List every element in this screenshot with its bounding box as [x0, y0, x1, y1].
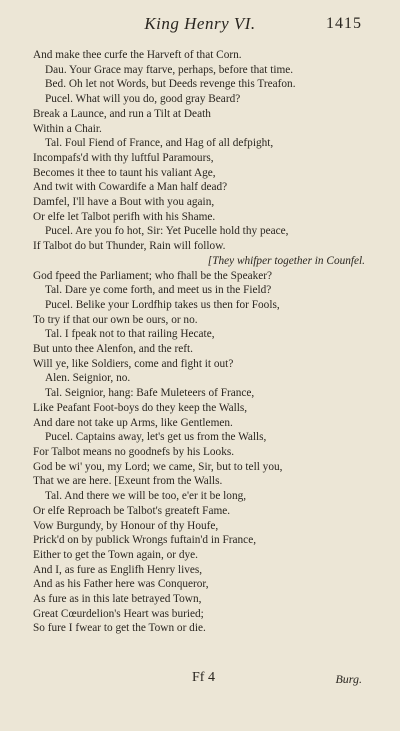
text-line: Incompafs'd with thy luftful Paramours, [33, 151, 214, 164]
text-line: Vow Burgundy, by Honour of thy Houfe, [33, 519, 219, 532]
text-line: To try if that our own be ours, or no. [33, 313, 198, 326]
text-line: Tal. And there we will be too, e'er it be long, [45, 490, 247, 503]
text-line: Tal. Dare ye come forth, and meet us in the Field? [45, 284, 272, 297]
page-header [0, 14, 400, 36]
running-title: King Henry VI. [144, 14, 256, 33]
text-line: Becomes it thee to taunt his valiant Age, [33, 166, 216, 179]
text-line: If Talbot do but Thunder, Rain will follow. [33, 240, 226, 253]
text-line: Like Peafant Foot-boys do they keep the Walls, [33, 401, 248, 414]
text-line: So fure I fwear to get the Town or die. [33, 622, 206, 635]
catchword: Burg. [335, 672, 362, 686]
text-line: That we are here. [Exeunt from the Walls. [33, 475, 223, 488]
stage-direction: [They whifper together in Counfel. [207, 254, 365, 267]
text-line: Alen. Seignior, no. [45, 372, 131, 385]
page-footer [0, 670, 400, 690]
text-line: Either to get the Town again, or dye. [33, 548, 198, 561]
text-line: God be wi' you, my Lord; we came, Sir, but to tell you, [33, 460, 283, 473]
text-line: Pucel. Belike your Lordfhip takes us then for Fools, [45, 298, 280, 311]
text-line: Within a Chair. [33, 122, 102, 135]
text-line: For Talbot means no goodnefs by his Looks. [33, 445, 235, 458]
text-line: Prick'd on by publick Wrongs fuftain'd in France, [33, 534, 257, 547]
text-line: And as his Father here was Conqueror, [33, 578, 209, 591]
text-line: Break a Launce, and run a Tilt at Death [33, 107, 211, 120]
signature-mark: Ff 4 [192, 670, 215, 685]
text-line: As fure as in this late betrayed Town, [33, 593, 202, 606]
text-line: Will ye, like Soldiers, come and fight it out? [33, 357, 234, 370]
text-line: Or elfe let Talbot perifh with his Shame. [33, 210, 216, 223]
text-line: Tal. Foul Fiend of France, and Hag of all defpight, [45, 137, 274, 150]
text-line: Dau. Your Grace may ftarve, perhaps, before that time. [45, 63, 294, 76]
text-line: And twit with Cowardife a Man half dead? [33, 181, 228, 194]
text-line: Bed. Oh let not Words, but Deeds revenge this Treafon. [45, 78, 296, 91]
text-line: Pucel. Are you fo hot, Sir: Yet Pucelle hold thy peace, [45, 225, 289, 238]
text-line: Pucel. Captains away, let's get us from the Walls, [45, 431, 267, 444]
text-line: And make thee curfe the Harveft of that Corn. [33, 49, 242, 61]
text-line: But unto thee Alenfon, and the reft. [33, 343, 193, 356]
text-line: Damfel, I'll have a Bout with you again, [33, 196, 215, 209]
page-number: 1415 [326, 15, 362, 32]
text-line: God fpeed the Parliament; who fhall be the Speaker? [33, 269, 273, 282]
text-line: Great Cœurdelion's Heart was buried; [33, 607, 204, 620]
text-line: And I, as fure as Englifh Henry lives, [33, 563, 203, 576]
text-line: Tal. I fpeak not to that railing Hecate, [45, 328, 215, 341]
text-line: And dare not take up Arms, like Gentlemen. [33, 416, 233, 429]
text-line: Tal. Seignior, hang: Bafe Muleteers of France, [45, 387, 255, 400]
text-line: Or elfe Reproach be Talbot's greateft Fame. [33, 504, 231, 517]
play-text [33, 48, 365, 636]
text-line: Pucel. What will you do, good gray Beard? [45, 93, 241, 106]
